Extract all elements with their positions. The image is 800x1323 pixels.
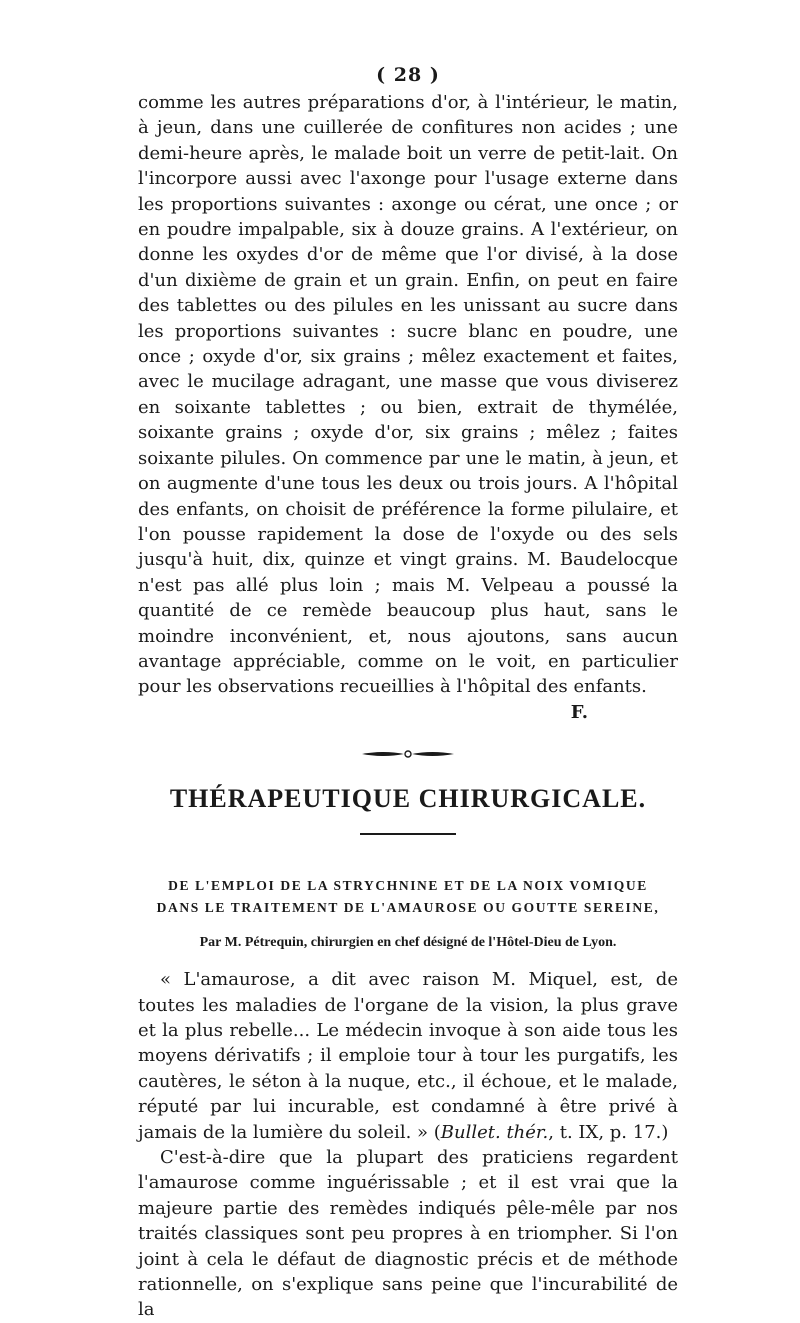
ornament-icon xyxy=(360,748,456,760)
quote-paragraph xyxy=(138,967,678,1145)
author-signature: F. xyxy=(570,701,588,723)
page-number: ( 28 ) xyxy=(376,64,440,86)
article-title-line-2: DANS LE TRAITEMENT DE L'AMAUROSE OU GOUTTE SEREINE, xyxy=(156,900,660,916)
ornament-divider xyxy=(138,747,678,761)
article-body xyxy=(138,967,678,1323)
byline: Par M. Pétrequin, chirurgien en chef désigné de l'Hôtel-Dieu de Lyon. xyxy=(199,935,617,951)
title-rule xyxy=(360,833,456,835)
quote-citation-source: Bullet. thér. xyxy=(440,1121,549,1143)
book-page xyxy=(138,60,678,1323)
article-title-line-1: DE L'EMPLOI DE LA STRYCHNINE ET DE LA NOIX VOMIQUE xyxy=(168,878,648,894)
continued-paragraph: comme les autres préparations d'or, à l'intérieur, le matin, à jeun, dans une cuillerée de confitures non acides ; une demi-heure après, le malade boit un verre de petit-lait. On l'incorpore aussi avec l'axonge pour l'usage externe dans les proportions suivantes : axonge ou cérat, une once ; or en poudre impalpable, six à douze grains. A l'extérieur, on donne les oxydes d'or de même que l'or divisé, à la dose d'un dixième de grain et un grain. Enfin, on peut en faire des tablettes ou des pilules en les unissant au sucre dans les proportions suivantes : sucre blanc en poudre, une once ; oxyde d'or, six grains ; mêlez exactement et faites, avec le mucilage adragant, une masse que vous diviserez en soixante tablettes ; ou bien, extrait de thymélée, soixante grains ; oxyde d'or, six grains ; mêlez ; faites soixante pilules. On commence par une le matin, à jeun, et on augmente d'une tous les deux ou trois jours. A l'hôpital des enfants, on choisit de préférence la forme pilulaire, et l'on pousse rapidement la dose de l'oxyde ou des sels jusqu'à huit, dix, quinze et vingt grains. M. Baudelocque n'est pas allé plus loin ; mais M. Velpeau a poussé la quantité de ce remède beaucoup plus haut, sans le moindre inconvénient, et, nous ajoutons, sans aucun avantage appréciable, comme on le voit, en particulier pour les observations recueillies à l'hôpital des enfants. xyxy=(138,92,678,698)
quote-text: « L'amaurose, a dit avec raison M. Miquel, est, de toutes les maladies de l'organe de la vision, la plus grave et la plus rebelle... Le médecin invoque à son aide tous les moyens dérivatifs ; il emploie tour à tour les purgatifs, les cautères, le séton à la nuque, etc., il échoue, et le malade, réputé par lui incurable, est condamné à être privé à jamais de la lumière du soleil. » ( xyxy=(138,969,678,1143)
quote-citation-reference: , t. IX, p. 17.) xyxy=(548,1121,669,1143)
article-title xyxy=(138,875,678,919)
section-title: THÉRAPEUTIQUE CHIRURGICALE. xyxy=(169,784,647,814)
body-paragraph: C'est-à-dire que la plupart des praticiens regardent l'amaurose comme inguérissable ; et il est vrai que la majeure partie des remèdes indiqués pêle-mêle par nos traités classiques sont peu propres à en triompher. Si l'on joint à cela le défaut de diagnostic précis et de méthode rationnelle, on s'explique sans peine que l'incurabilité de la xyxy=(138,1147,678,1321)
